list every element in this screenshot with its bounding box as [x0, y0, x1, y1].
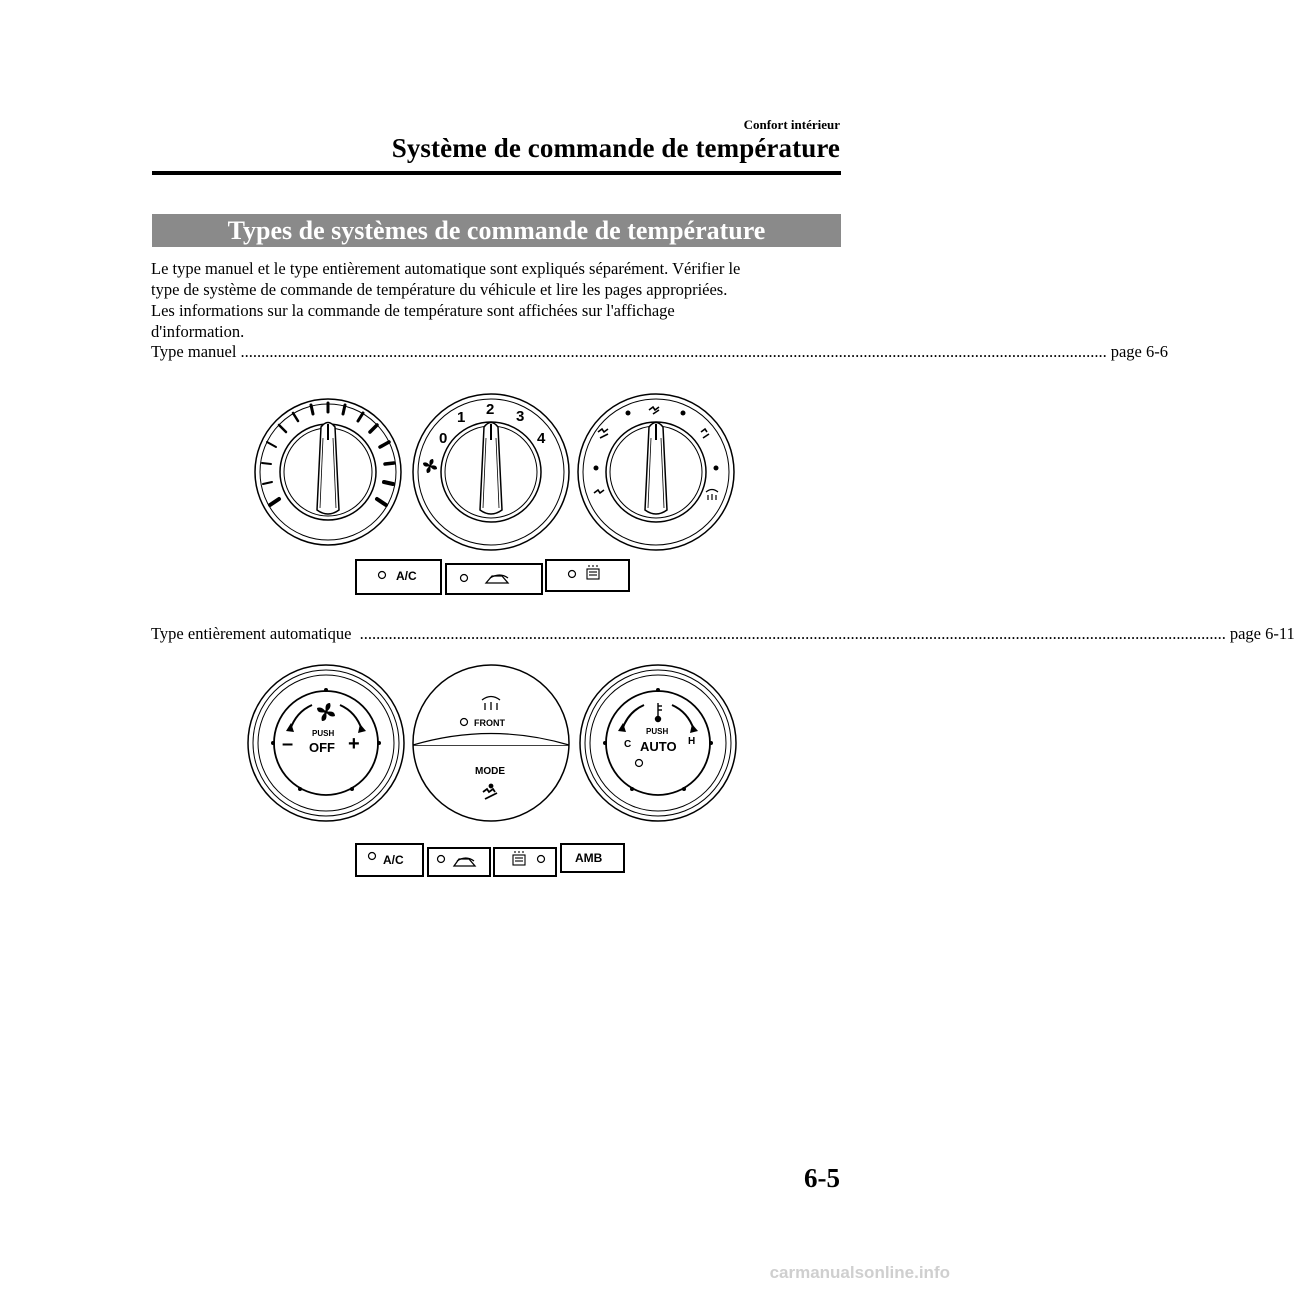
temperature-auto-dial[interactable] — [580, 665, 736, 821]
front-defrost-icon — [482, 697, 500, 711]
airflow-mode-dial[interactable] — [578, 394, 734, 550]
front-defrost-icon — [706, 490, 718, 501]
cold-label: C — [624, 739, 632, 750]
intro-paragraph — [151, 258, 841, 342]
fan-icon — [423, 459, 437, 473]
page-number: 6-5 — [804, 1163, 840, 1193]
mode-front-dial[interactable] — [413, 665, 569, 821]
fan-control-dial[interactable] — [248, 665, 404, 821]
plus-label: + — [348, 733, 360, 755]
rear-defrost-button[interactable] — [546, 560, 629, 591]
paragraph-line: d'information. — [151, 322, 245, 341]
hot-label: H — [688, 736, 696, 747]
ac-button[interactable] — [356, 560, 441, 594]
front-label: FRONT — [474, 718, 505, 728]
header-rule — [152, 171, 841, 175]
fan-speed-label: 4 — [537, 430, 546, 447]
fan-speed-dial[interactable] — [413, 394, 569, 550]
amb-button-label: AMB — [575, 851, 603, 865]
auto-type-reference — [151, 624, 1295, 644]
push-label: PUSH — [312, 729, 335, 738]
leader-dots: .................................................................................................................................................................................................................. — [240, 342, 1107, 361]
vent-icon — [483, 785, 497, 800]
mode-label: MODE — [475, 766, 505, 777]
minus-label: – — [282, 733, 294, 755]
recirculation-button[interactable] — [428, 848, 490, 876]
paragraph-line: Les informations sur la commande de température sont affichées sur l'affichage — [151, 301, 675, 320]
auto-type-label: Type entièrement automatique — [151, 624, 352, 643]
off-label: OFF — [309, 740, 335, 755]
watermark[interactable]: carmanualsonline.info — [769, 1263, 950, 1282]
fan-speed-label: 3 — [516, 408, 525, 425]
manual-type-label: Type manuel — [151, 342, 237, 361]
leader-dots: .................................................................................................................................................................................................................. — [355, 624, 1226, 643]
fan-speed-label: 0 — [439, 430, 448, 447]
manual-type-page[interactable]: page 6-6 — [1110, 342, 1168, 361]
auto-type-page[interactable]: page 6-11 — [1229, 624, 1295, 643]
temperature-dial[interactable] — [255, 399, 401, 545]
paragraph-line: Le type manuel et le type entièrement automatique sont expliqués séparément. Vérifier le — [151, 259, 741, 278]
fan-icon — [317, 703, 335, 721]
section-label: Confort intérieur — [743, 117, 840, 132]
auto-label: AUTO — [640, 739, 677, 754]
recirculation-button[interactable] — [446, 564, 542, 594]
page-title: Système de commande de température — [391, 133, 840, 163]
auto-controls-figure — [0, 666, 960, 896]
section-banner: Types de systèmes de commande de température — [152, 214, 841, 247]
rear-defrost-button[interactable] — [494, 848, 556, 876]
manual-type-reference — [151, 342, 1168, 362]
thermometer-icon — [656, 703, 663, 722]
push-label: PUSH — [646, 727, 669, 736]
ac-button[interactable] — [356, 844, 423, 876]
ac-button-label: A/C — [383, 853, 404, 867]
auto-indicator — [636, 760, 643, 767]
fan-speed-label: 1 — [457, 409, 466, 426]
ac-button-label: A/C — [396, 569, 417, 583]
manual-controls-figure — [0, 388, 960, 598]
paragraph-line: type de système de commande de température du véhicule et lire les pages appropriées. — [151, 280, 728, 299]
amb-button[interactable] — [561, 844, 624, 872]
fan-speed-label: 2 — [486, 401, 495, 418]
